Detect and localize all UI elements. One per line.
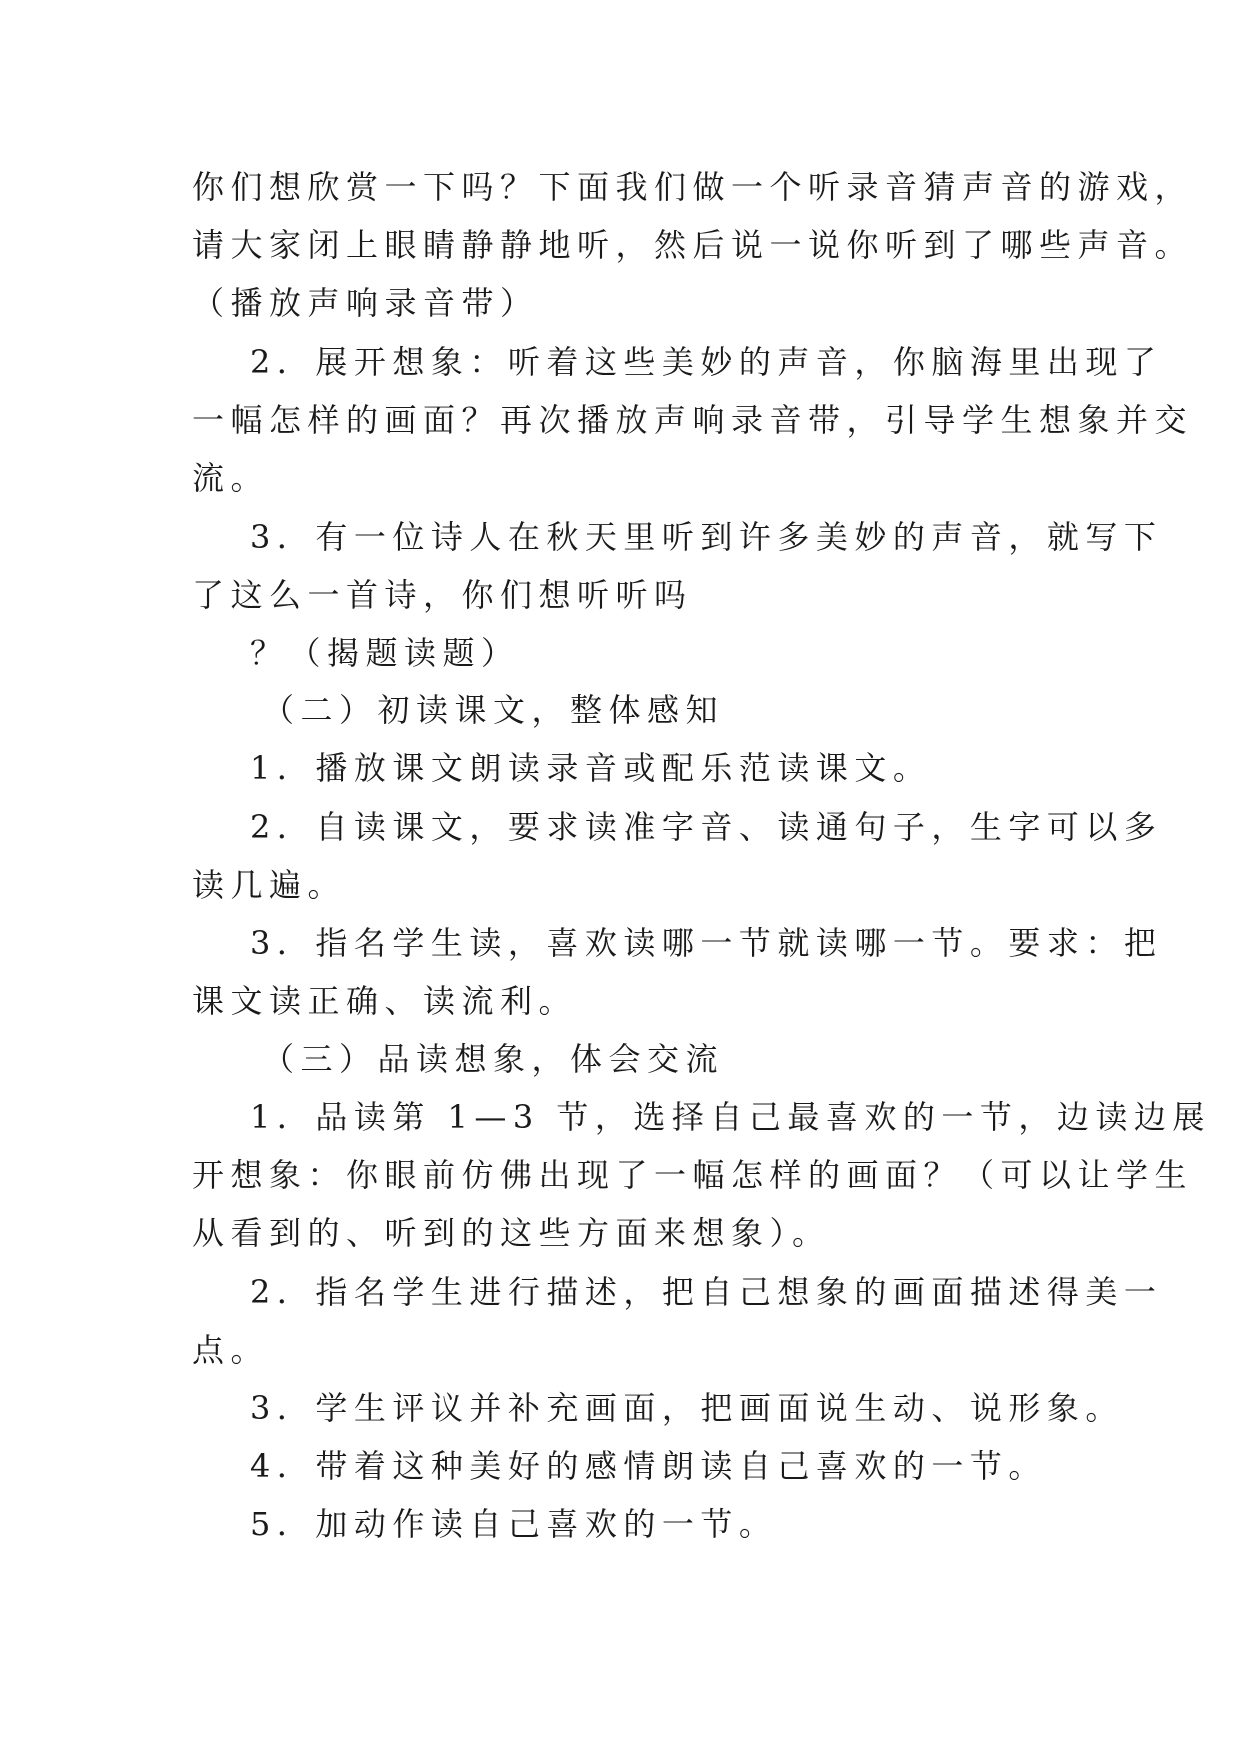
paragraph-line: 1．品读第 1—3 节，选择自己最喜欢的一节，边读边展 bbox=[250, 1098, 1211, 1136]
paragraph-line: 3．指名学生读，喜欢读哪一节就读哪一节。要求：把 bbox=[250, 924, 1163, 962]
paragraph-line: 3．有一位诗人在秋天里听到许多美妙的声音，就写下 bbox=[250, 518, 1163, 556]
paragraph-line: 一幅怎样的画面？再次播放声响录音带，引导学生想象并交 bbox=[192, 401, 1194, 439]
paragraph-line: 5．加动作读自己喜欢的一节。 bbox=[250, 1505, 778, 1543]
paragraph-line: 了这么一首诗，你们想听听吗 bbox=[192, 576, 693, 614]
section-heading: （三）品读想象，体会交流 bbox=[262, 1040, 725, 1078]
paragraph-line: ？（揭题读题） bbox=[250, 634, 520, 672]
paragraph-line: （播放声响录音带） bbox=[192, 284, 539, 322]
section-heading: （二）初读课文，整体感知 bbox=[262, 691, 725, 729]
paragraph-line: 从看到的、听到的这些方面来想象）。 bbox=[192, 1214, 831, 1252]
paragraph-line: 流。 bbox=[192, 459, 270, 497]
paragraph-line: 你们想欣赏一下吗？下面我们做一个听录音猜声音的游戏， bbox=[192, 168, 1194, 206]
paragraph-line: 3．学生评议并补充画面，把画面说生动、说形象。 bbox=[250, 1389, 1124, 1427]
paragraph-line: 2．指名学生进行描述，把自己想象的画面描述得美一 bbox=[250, 1273, 1163, 1311]
paragraph-line: 1．播放课文朗读录音或配乐范读课文。 bbox=[250, 749, 932, 787]
paragraph-line: 开想象：你眼前仿佛出现了一幅怎样的画面？（可以让学生 bbox=[192, 1156, 1194, 1194]
paragraph-line: 读几遍。 bbox=[192, 866, 347, 904]
paragraph-line: 2．展开想象：听着这些美妙的声音，你脑海里出现了 bbox=[250, 343, 1163, 381]
paragraph-line: 课文读正确、读流利。 bbox=[192, 982, 578, 1020]
paragraph-line: 4．带着这种美好的感情朗读自己喜欢的一节。 bbox=[250, 1447, 1047, 1485]
paragraph-line: 点。 bbox=[192, 1331, 270, 1369]
paragraph-line: 2．自读课文，要求读准字音、读通句子，生字可以多 bbox=[250, 808, 1163, 846]
paragraph-line: 请大家闭上眼睛静静地听，然后说一说你听到了哪些声音。 bbox=[192, 226, 1194, 264]
